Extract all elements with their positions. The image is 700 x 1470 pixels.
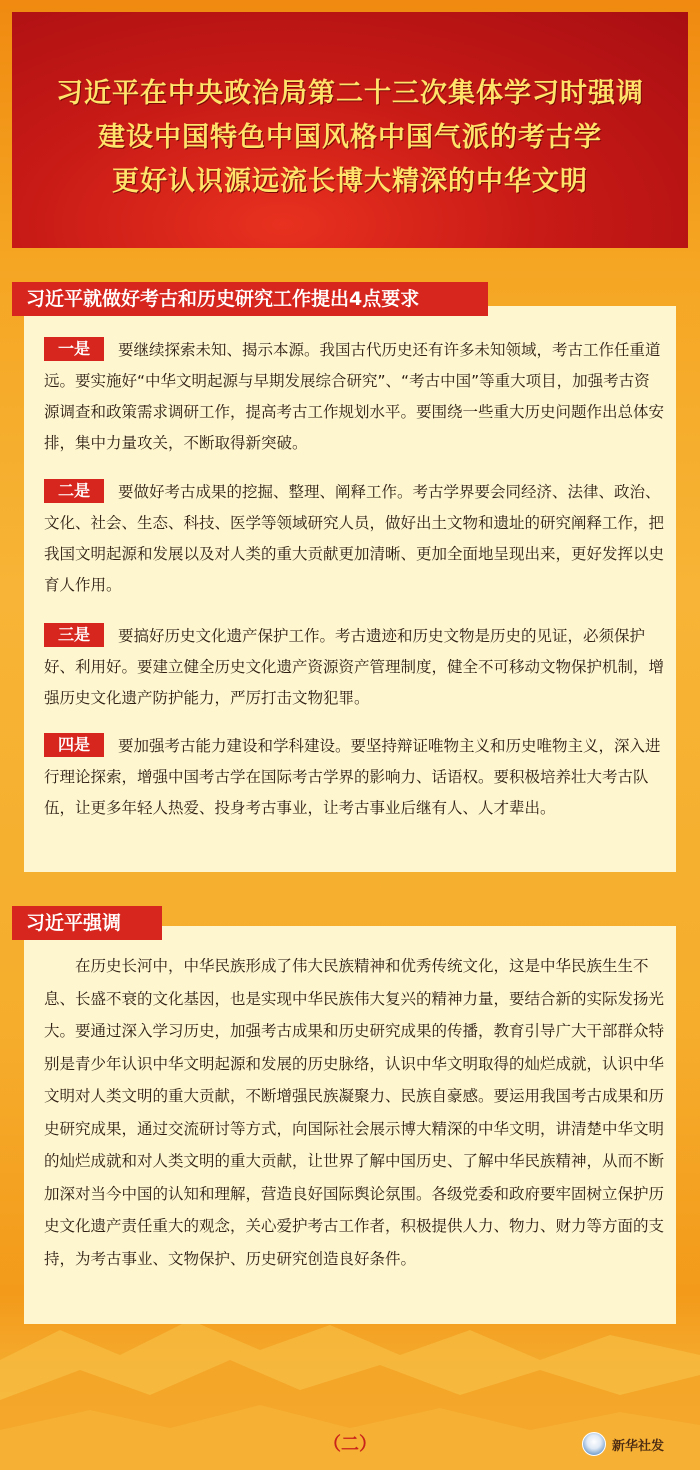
requirement-badge-3: 三是 [44,623,104,647]
headline-banner [12,12,688,248]
headline-line-1: 习近平在中央政治局第二十三次集体学习时强调 [56,78,644,109]
logo-text: 新华社发 [612,1438,665,1454]
requirement-badge-1: 一是 [44,337,104,361]
requirement-text-2: 要做好考古成果的挖掘、整理、阐释工作。考古学界要会同经济、法律、政治、文化、社会、生态、科技、医学等领域研究人员，做好出土文物和遗址的研究阐释工作，把我国文明起源和发展以及对人类的重大贡献更加清晰、更加全面地呈现出来，更好发挥以史育人作用。 [44,483,665,594]
requirement-item-1 [44,335,664,459]
headline-line-2: 建设中国特色中国风格中国气派的考古学 [98,122,602,153]
requirement-badge-2: 二是 [44,479,104,503]
section-title-emphasis: 习近平强调 [12,906,162,940]
requirement-item-4 [44,731,664,824]
requirement-badge-4: 四是 [44,733,104,757]
requirement-text-1: 要继续探索未知、揭示本源。我国古代历史还有许多未知领域，考古工作任重道远。要实施好“中华文明起源与早期发展综合研究”、“考古中国”等重大项目，加强考古资源调查和政策需求调研工作，提高考古工作规划水平。要围绕一些重大历史问题作出总体安排，集中力量攻关，不断取得新突破。 [44,341,665,452]
section-title-requirements: 习近平就做好考古和历史研究工作提出4点要求 [12,282,488,316]
page-number-label: （二） [323,1434,377,1455]
emphasis-body-text: 在历史长河中，中华民族形成了伟大民族精神和优秀传统文化，这是中华民族生生不息、长盛不衰的文化基因，也是实现中华民族伟大复兴的精神力量，要结合新的实际发扬光大。要通过深入学习历史，加强考古成果和历史研究成果的传播，教育引导广大干部群众特别是青少年认识中华文明起源和发展的历史脉络，认识中华文明取得的灿烂成就，认识中华文明对人类文明的重大贡献，不断增强民族凝聚力、民族自豪感。要运用我国考古成果和历史研究成果，通过交流研讨等方式，向国际社会展示博大精深的中华文明，讲清楚中华文明的灿烂成就和对人类文明的重大贡献，让世界了解中国历史、了解中华民族精神，从而不断加深对当今中国的认知和理解，营造良好国际舆论氛围。各级党委和政府要牢固树立保护历史文化遗产责任重大的观念，关心爱护考古工作者，积极提供人力、物力、财力等方面的支持，为考古事业、文物保护、历史研究创造良好条件。 [44,957,665,1268]
requirement-item-2 [44,477,664,601]
requirement-text-4: 要加强考古能力建设和学科建设。要坚持辩证唯物主义和历史唯物主义，深入进行理论探索，增强中国考古学在国际考古学界的影响力、话语权。要积极培养壮大考古队伍，让更多年轻人热爱、投身考古事业，让考古事业后继有人、人才辈出。 [44,737,661,817]
xinhua-logo [582,1432,664,1456]
requirement-text-3: 要搞好历史文化遗产保护工作。考古遗迹和历史文物是历史的见证，必须保护好、利用好。要建立健全历史文化遗产资源资产管理制度，健全不可移动文物保护机制，增强历史文化遗产防护能力，严厉打击文物犯罪。 [44,627,665,707]
globe-logo-icon [582,1432,606,1456]
headline-line-3: 更好认识源远流长博大精深的中华文明 [112,166,588,197]
requirement-item-3 [44,621,664,714]
